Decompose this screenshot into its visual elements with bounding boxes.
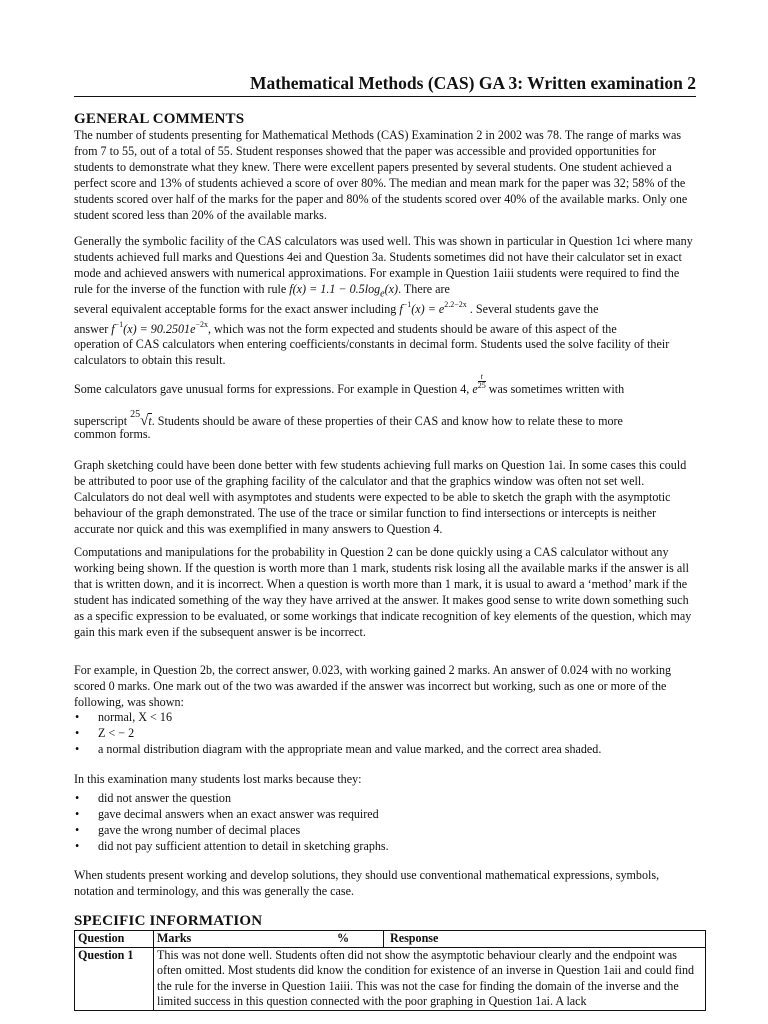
equation-line-exact-form [74,301,696,319]
lost-marks-list [74,791,389,855]
paragraph-text-part: answer [74,322,109,336]
paragraph-text: For example, in Question 2b, the correct answer, 0.023, with working gained 2 marks. An answer of 0.024 with no working scored 0 marks. One mark out of the two was awarded if the answer was incorrect but working, such as one or more of the following, was shown: [74,663,672,709]
marks-percent-header [154,931,705,947]
inverse-f: f [399,302,403,316]
paragraph-text-part: Generally the symbolic facility of the CAS calculators was used well. This was shown in particular in Question 1ci where many students achieved full marks and Questions 4ei and Question 3a. Students sometimes did not have their calculator set in exact mode and achieved answers with numerical approximations. For example in Question 1aiii students were required to find the rule for the inverse of the function with rule [74,234,693,296]
paragraph-text-part: , which was not the form expected and students should be aware of this aspect of the [208,322,617,336]
paragraph-text-part: several equivalent acceptable forms for the exact answer including [74,302,397,316]
response-cell: This was not done well. Students often did not show the asymptotic behaviour clearly and the endpoint was often omitted. Most students did know the condition for existence of an inverse in Question 1aii and could find the rule for the inverse in Question 1aiii. This was not the case for finding the domain of the inverse and the limited success in this question connected with the poor graphing in Question 1ai. A lack [154,947,706,1010]
paragraph-text-part: superscript [74,414,128,428]
root-index: 25 [130,409,141,420]
fraction-numerator: t [478,373,486,382]
paragraph-text-part: was sometimes written with [488,382,625,396]
paragraph-common-forms [74,427,696,443]
function-rule: f(x) = 1.1 − 0.5log [289,281,381,296]
column-header-percent: % [337,931,384,947]
radical-sign: √ [140,413,149,429]
inverse-superscript: −1 [402,300,412,309]
function-rule-subscript: e [380,288,385,300]
column-header-marks: Marks [157,931,192,945]
table-row [75,947,706,1010]
question-cell: Question 1 [75,947,154,1010]
function-rule-tail: (x) [384,281,399,296]
fraction-exponent [478,373,486,390]
fraction-denominator: 25 [477,381,486,390]
paragraph-text: Graph sketching could have been done better with few students achieving full marks on Question 1ai. In some cases this could be attributed to poor use of the graphing facility of the calculator and that the graphics window was often not set well. Calculators do not deal well with asymptotes and students were expected to be able to sketch the graph with the asymptotic behaviour of the graph demonstrated. The use of the trace or similar function to find intersections or intercepts is neither accurate nor quick and this was exemplified in many answers to Question 4. [74,458,687,536]
root-radicand: t [148,414,152,428]
table-header-row [75,931,706,948]
paragraph-overview [74,128,696,223]
list-item: • gave the wrong number of decimal places [74,823,389,839]
paragraph-lost-marks [74,772,696,788]
list-item: • normal, X < 16 [74,710,601,726]
inverse-superscript: −1 [114,320,124,329]
specific-information-table [74,930,706,1011]
page-header-title: Mathematical Methods (CAS) GA 3: Written examination 2 [249,73,696,93]
paragraph-text: operation of CAS calculators when entering coefficients/constants in decimal form. Students used the solve facility of their calculators to obtain this result. [74,337,670,367]
paragraph-computations [74,545,696,640]
paragraph-text-part: Some calculators gave unusual forms for expressions. For example in Question 4, [74,382,470,396]
paragraph-text: When students present working and develop solutions, they should use conventional mathematical expressions, symbols, notation and terminology, and this was generally the case. [74,868,660,898]
paragraph-text-part: . Several students gave the [469,302,599,316]
e-base: e [472,382,478,396]
paragraph-text [74,234,696,302]
paragraph-example [74,663,696,711]
decimal-exponent: −2x [195,320,208,329]
paragraph-conventions [74,868,696,900]
header-rule [74,96,696,97]
list-item: • did not pay sufficient attention to detail in sketching graphs. [74,839,389,855]
inverse-equation-mid: (x) = e [411,302,445,316]
list-item: • a normal distribution diagram with the appropriate mean and value marked, and the correct area shaded. [74,742,601,758]
paragraph-text-part: . Students should be aware of these properties of their CAS and know how to relate these to more [151,414,623,428]
paragraph-text: Computations and manipulations for the probability in Question 2 can be done quickly using a CAS calculator without any working being shown. If the question is worth more than 1 mark, students risk losing all the available marks if the answer is all that is written down, and it is incorrect. When a question is worth more than 1 mark, it is usual to award a ‘method’ mark if the student has indicated something of the way they have arrived at the answer. It makes good sense to write down something such as a specific expression to be evaluated, or some workings that indicate recognition of key elements of the question, which may gain this mark even if the subsequent answer is be incorrect. [74,545,692,639]
specific-information-heading: SPECIFIC INFORMATION [74,913,263,929]
list-item: • Z < − 2 [74,726,601,742]
list-item: • did not answer the question [74,791,389,807]
decimal-equation-mid: (x) = 90.2501e [123,322,196,336]
inverse-exponent: 2.2−2x [444,300,467,309]
column-header-response: Response [390,931,439,945]
paragraph-text-part: . There are [398,281,450,296]
general-comments-heading: GENERAL COMMENTS [74,111,245,127]
paragraph-text: In this examination many students lost marks because they: [74,772,362,786]
paragraph-symbolic-facility [74,234,696,302]
column-header-question: Question [75,931,154,948]
column-header-marks-percent [154,931,706,948]
paragraph-text: The number of students presenting for Mathematical Methods (CAS) Examination 2 in 2002 was 78. The range of marks was from 7 to 55, out of a total of 55. Student responses showed that the paper was accessible and provided opportunities for students to demonstrate what they knew. There were excellent papers presented by several students. One student achieved a perfect score and 13% of students achieved a score of over 80%. The median and mean mark for the paper was 32; 58% of the students scored over half of the marks for the paper and 80% of the students scored over 40% of the available marks. Only one student scored less than 20% of the available marks. [74,128,688,222]
inverse-f: f [111,322,115,336]
equation-line-exponent-form [74,372,696,398]
list-item: • gave decimal answers when an exact answer was required [74,807,389,823]
paragraph-decimal-note [74,337,696,369]
paragraph-graph-sketching [74,458,696,538]
paragraph-text: common forms. [74,427,151,441]
working-examples-list [74,710,601,758]
